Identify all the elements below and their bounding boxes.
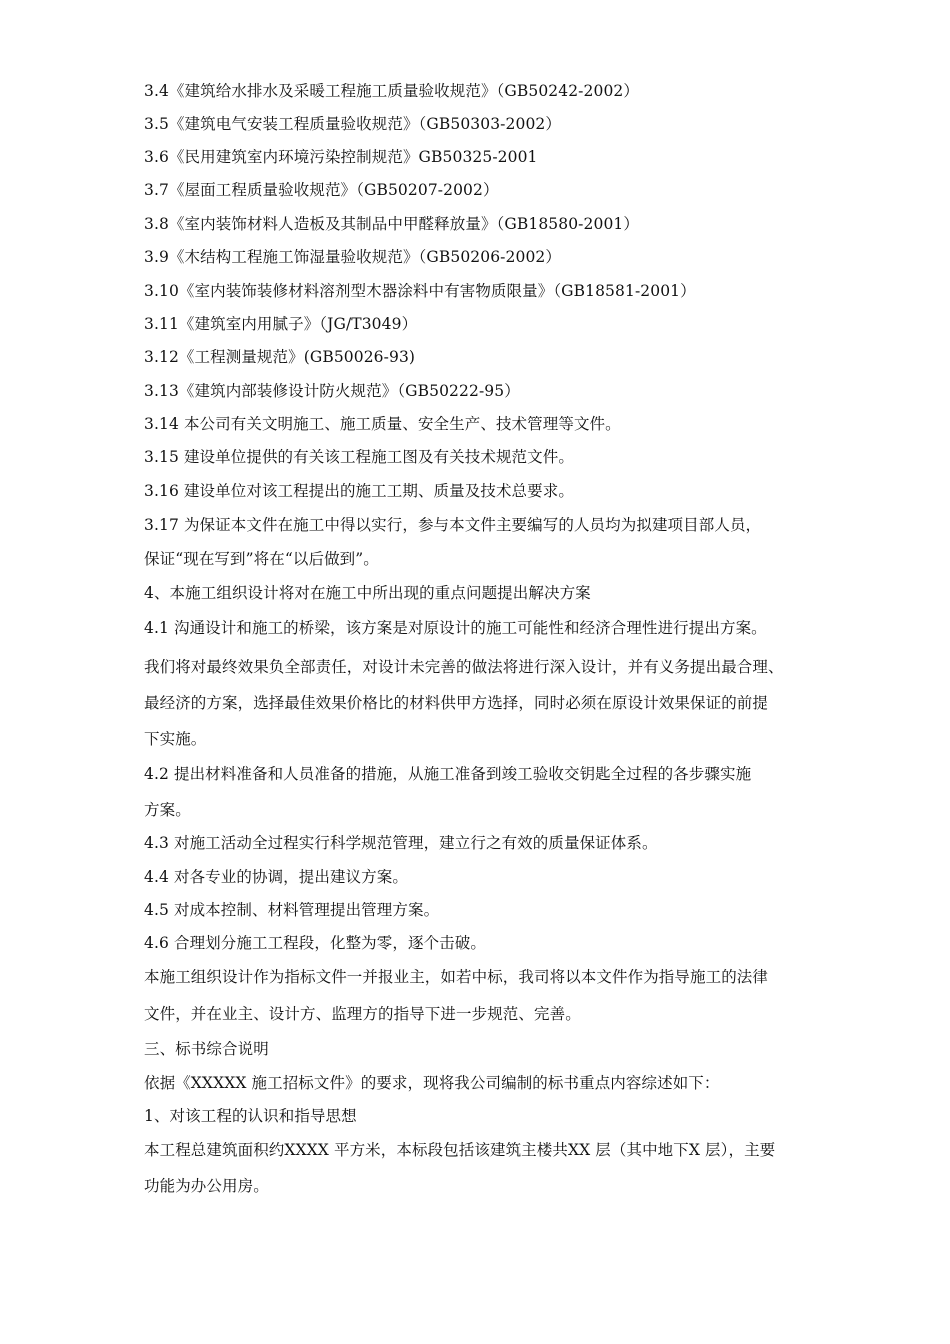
section-heading: 三、标书综合说明 xyxy=(144,1040,269,1058)
text-line: 3.9《木结构工程施工饰湿量验收规范》（GB50206-2002） xyxy=(144,248,561,266)
text-line: 保证“现在写到”将在“以后做到”。 xyxy=(144,550,379,568)
text-line: 3.17 为保证本文件在施工中得以实行，参与本文件主要编写的人员均为拟建项目部人员， xyxy=(144,516,762,534)
text-line: 3.5《建筑电气安装工程质量验收规范》（GB50303-2002） xyxy=(144,115,561,133)
text-line: 3.15 建设单位提供的有关该工程施工图及有关技术规范文件。 xyxy=(144,448,574,466)
text-line: 4.3 对施工活动全过程实行科学规范管理，建立行之有效的质量保证体系。 xyxy=(144,834,658,852)
text-line: 本施工组织设计作为指标文件一并报业主，如若中标，我司将以本文件作为指导施工的法律 xyxy=(144,968,769,986)
text-line: 3.16 建设单位对该工程提出的施工工期、质量及技术总要求。 xyxy=(144,482,574,500)
section-heading: 1、对该工程的认识和指导思想 xyxy=(144,1107,357,1125)
text-line: 3.13《建筑内部装修设计防火规范》（GB50222-95） xyxy=(144,382,520,400)
text-line: 3.10《室内装饰装修材料溶剂型木器涂料中有害物质限量》（GB18581-2001） xyxy=(144,282,696,300)
text-line: 4.4 对各专业的协调，提出建议方案。 xyxy=(144,868,408,886)
text-line: 4.2 提出材料准备和人员准备的措施，从施工准备到竣工验收交钥匙全过程的各步骤实施 xyxy=(144,765,752,783)
text-line: 文件，并在业主、设计方、监理方的指导下进一步规范、完善。 xyxy=(144,1005,581,1023)
text-line: 依据《XXXXX 施工招标文件》的要求，现将我公司编制的标书重点内容综述如下： xyxy=(144,1074,720,1092)
text-line: 4.5 对成本控制、材料管理提出管理方案。 xyxy=(144,901,440,919)
text-line: 功能为办公用房。 xyxy=(144,1177,269,1195)
text-line: 3.6《民用建筑室内环境污染控制规范》GB50325-2001 xyxy=(144,148,538,166)
text-line: 下实施。 xyxy=(144,730,207,748)
text-line: 3.14 本公司有关文明施工、施工质量、安全生产、技术管理等文件。 xyxy=(144,415,621,433)
text-line: 3.7《屋面工程质量验收规范》（GB50207-2002） xyxy=(144,181,499,199)
text-line: 最经济的方案，选择最佳效果价格比的材料供甲方选择，同时必须在原设计效果保证的前提 xyxy=(144,694,769,712)
text-line: 3.11《建筑室内用腻子》（JG/T3049） xyxy=(144,315,418,333)
text-line: 4.6 合理划分施工工程段，化整为零，逐个击破。 xyxy=(144,934,486,952)
text-line: 我们将对最终效果负全部责任，对设计未完善的做法将进行深入设计，并有义务提出最合理、 xyxy=(144,658,784,676)
section-heading: 4、本施工组织设计将对在施工中所出现的重点问题提出解决方案 xyxy=(144,584,591,602)
text-line: 3.4《建筑给水排水及采暖工程施工质量验收规范》（GB50242-2002） xyxy=(144,82,639,100)
text-line: 4.1 沟通设计和施工的桥梁，该方案是对原设计的施工可能性和经济合理性进行提出方案。 xyxy=(144,619,767,637)
text-line: 3.8《室内装饰材料人造板及其制品中甲醛释放量》（GB18580-2001） xyxy=(144,215,639,233)
text-line: 3.12《工程测量规范》(GB50026-93) xyxy=(144,348,416,366)
text-line: 方案。 xyxy=(144,801,191,819)
text-line: 本工程总建筑面积约XXXX 平方米，本标段包括该建筑主楼共XX 层（其中地下X 层），主要 xyxy=(144,1141,776,1159)
